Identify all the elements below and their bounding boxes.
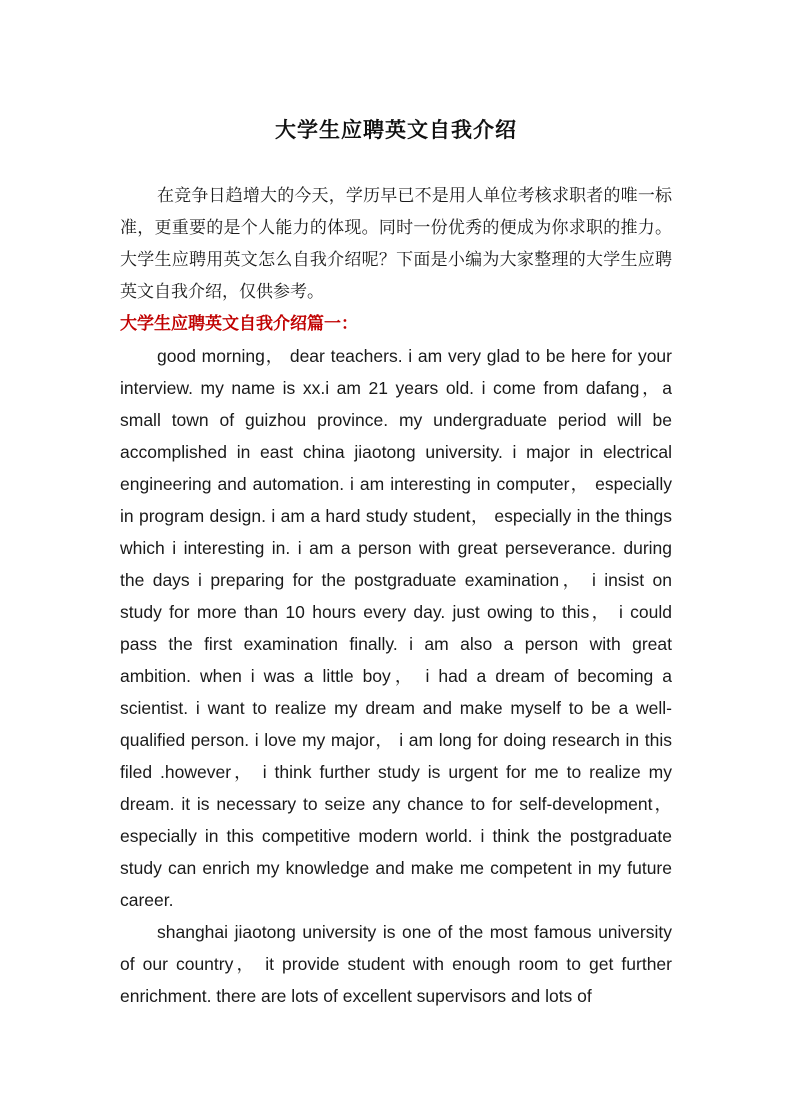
section-heading: 大学生应聘英文自我介绍篇一： bbox=[120, 314, 358, 334]
document-body bbox=[120, 180, 672, 1012]
body-paragraph-1: good morning， dear teachers. i am very glad to be here for your interview. my name is xx.i am 21 years old. i come from dafang，a small town of guizhou province. my undergraduate period will be accomplished in east china jiaotong university. i major in electrical engineering and automation. i am interesting in computer， especially in program design. i am a hard study student， especially in the things which i interesting in. i am a person with great perseverance. during the days i preparing for the postgraduate examination， i insist on study for more than 10 hours every day. just owing to this， i could pass the first examination finally. i am also a person with great ambition. when i was a little boy， i had a dream of becoming a scientist. i want to realize my dream and make myself to be a well-qualified person. i love my major， i am long for doing research in this filed .however， i think further study is urgent for me to realize my dream. it is necessary to seize any chance to for self-development， especially in this competitive modern world. i think the postgraduate study can enrich my knowledge and make me competent in my future career. bbox=[120, 346, 672, 910]
document-title: 大学生应聘英文自我介绍 bbox=[275, 117, 517, 142]
body-paragraph-2: shanghai jiaotong university is one of the most famous university of our country， it provide student with enough room to get further enrichment. there are lots of excellent supervisors and lots of bbox=[120, 922, 672, 1006]
intro-paragraph: 在竞争日趋增大的今天，学历早已不是用人单位考核求职者的唯一标准，更重要的是个人能力的体现。同时一份优秀的便成为你求职的推力。大学生应聘用英文怎么自我介绍呢？下面是小编为大家整理的大学生应聘英文自我介绍，仅供参考。 bbox=[120, 186, 672, 302]
